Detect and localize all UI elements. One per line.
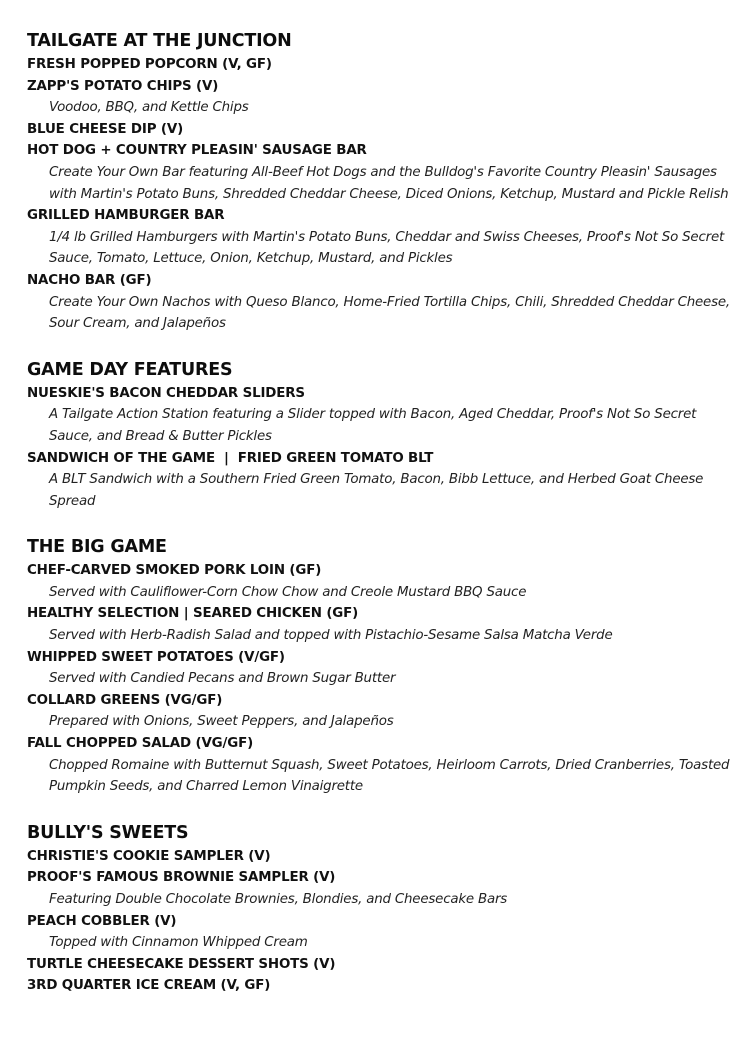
menu-item-description: Voodoo, BBQ, and Kettle Chips bbox=[49, 100, 249, 116]
section-title: GAME DAY FEATURES bbox=[27, 359, 233, 380]
menu-item-name: ZAPP'S POTATO CHIPS (V) bbox=[27, 78, 219, 94]
menu-item-description: Create Your Own Bar featuring All-Beef Hot Dogs and the Bulldog's Favorite Country Pleasin' Sausages with Martin's Potato Buns, Shredded Cheddar Cheese, Diced Onions, Ketchup, Mustard and Pickle Relish bbox=[49, 164, 729, 202]
menu-item-description: Topped with Cinnamon Whipped Cream bbox=[49, 935, 308, 951]
menu-item-name: CHEF-CARVED SMOKED PORK LOIN (GF) bbox=[27, 563, 322, 579]
section-game-day-features bbox=[27, 357, 732, 513]
menu-item-description: Served with Herb-Radish Salad and topped with Pistachio-Sesame Salsa Matcha Verde bbox=[49, 628, 613, 644]
section-bullys-sweets bbox=[27, 820, 732, 997]
menu-item-description: Served with Candied Pecans and Brown Sugar Butter bbox=[49, 671, 396, 687]
menu-item-description: A Tailgate Action Station featuring a Slider topped with Bacon, Aged Cheddar, Proof's Not So Secret Sauce, and Bread & Butter Pickles bbox=[49, 407, 697, 444]
section-title: BULLY'S SWEETS bbox=[27, 822, 189, 843]
menu-item-name: PEACH COBBLER (V) bbox=[27, 913, 177, 929]
menu-item-name: 3RD QUARTER ICE CREAM (V, GF) bbox=[27, 978, 271, 994]
menu-item-name: COLLARD GREENS (VG/GF) bbox=[27, 692, 223, 708]
menu-item-name: WHIPPED SWEET POTATOES (V/GF) bbox=[27, 649, 285, 665]
section-big-game bbox=[27, 534, 732, 798]
menu-item-name: NUESKIE'S BACON CHEDDAR SLIDERS bbox=[27, 385, 305, 401]
menu-item-name: SANDWICH OF THE GAME | FRIED GREEN TOMATO BLT bbox=[27, 450, 434, 466]
section-tailgate bbox=[27, 28, 732, 335]
section-title: THE BIG GAME bbox=[27, 537, 167, 558]
menu-item-name: BLUE CHEESE DIP (V) bbox=[27, 121, 184, 137]
menu-item-description: Chopped Romaine with Butternut Squash, Sweet Potatoes, Heirloom Carrots, Dried Cranberries, Toasted Pumpkin Seeds, and Charred Lemon Vinaigrette bbox=[49, 757, 730, 795]
menu-item-description: Create Your Own Nachos with Queso Blanco, Home-Fried Tortilla Chips, Chili, Shredded Cheddar Cheese, Sour Cream, and Jalapeños bbox=[49, 294, 730, 332]
menu-item-description: Prepared with Onions, Sweet Peppers, and Jalapeños bbox=[49, 714, 394, 730]
menu-item-description: A BLT Sandwich with a Southern Fried Green Tomato, Bacon, Bibb Lettuce, and Herbed Goat Cheese Spread bbox=[49, 472, 704, 509]
menu-item-description: Featuring Double Chocolate Brownies, Blondies, and Cheesecake Bars bbox=[49, 892, 508, 907]
menu-item-name: HOT DOG + COUNTRY PLEASIN' SAUSAGE BAR bbox=[27, 143, 367, 159]
menu-item-name: GRILLED HAMBURGER BAR bbox=[27, 208, 225, 224]
menu-item-name: FRESH POPPED POPCORN (V, GF) bbox=[27, 57, 272, 72]
menu-item-name: PROOF'S FAMOUS BROWNIE SAMPLER (V) bbox=[27, 870, 336, 886]
menu-item-description: Served with Cauliflower-Corn Chow Chow and Creole Mustard BBQ Sauce bbox=[49, 584, 527, 600]
menu-item-name: TURTLE CHEESECAKE DESSERT SHOTS (V) bbox=[27, 956, 336, 972]
menu-item-description: 1/4 lb Grilled Hamburgers with Martin's Potato Buns, Cheddar and Swiss Cheeses, Proof's Not So Secret Sauce, Tomato, Lettuce, Onion, Ketchup, Mustard, and Pickles bbox=[49, 229, 725, 267]
menu-item-name: CHRISTIE'S COOKIE SAMPLER (V) bbox=[27, 848, 271, 864]
menu-item-name: FALL CHOPPED SALAD (VG/GF) bbox=[27, 736, 254, 752]
menu-item-name: HEALTHY SELECTION | SEARED CHICKEN (GF) bbox=[27, 606, 359, 622]
menu-item-name: NACHO BAR (GF) bbox=[27, 272, 152, 288]
section-title: TAILGATE AT THE JUNCTION bbox=[27, 31, 292, 51]
menu-page bbox=[27, 28, 732, 997]
